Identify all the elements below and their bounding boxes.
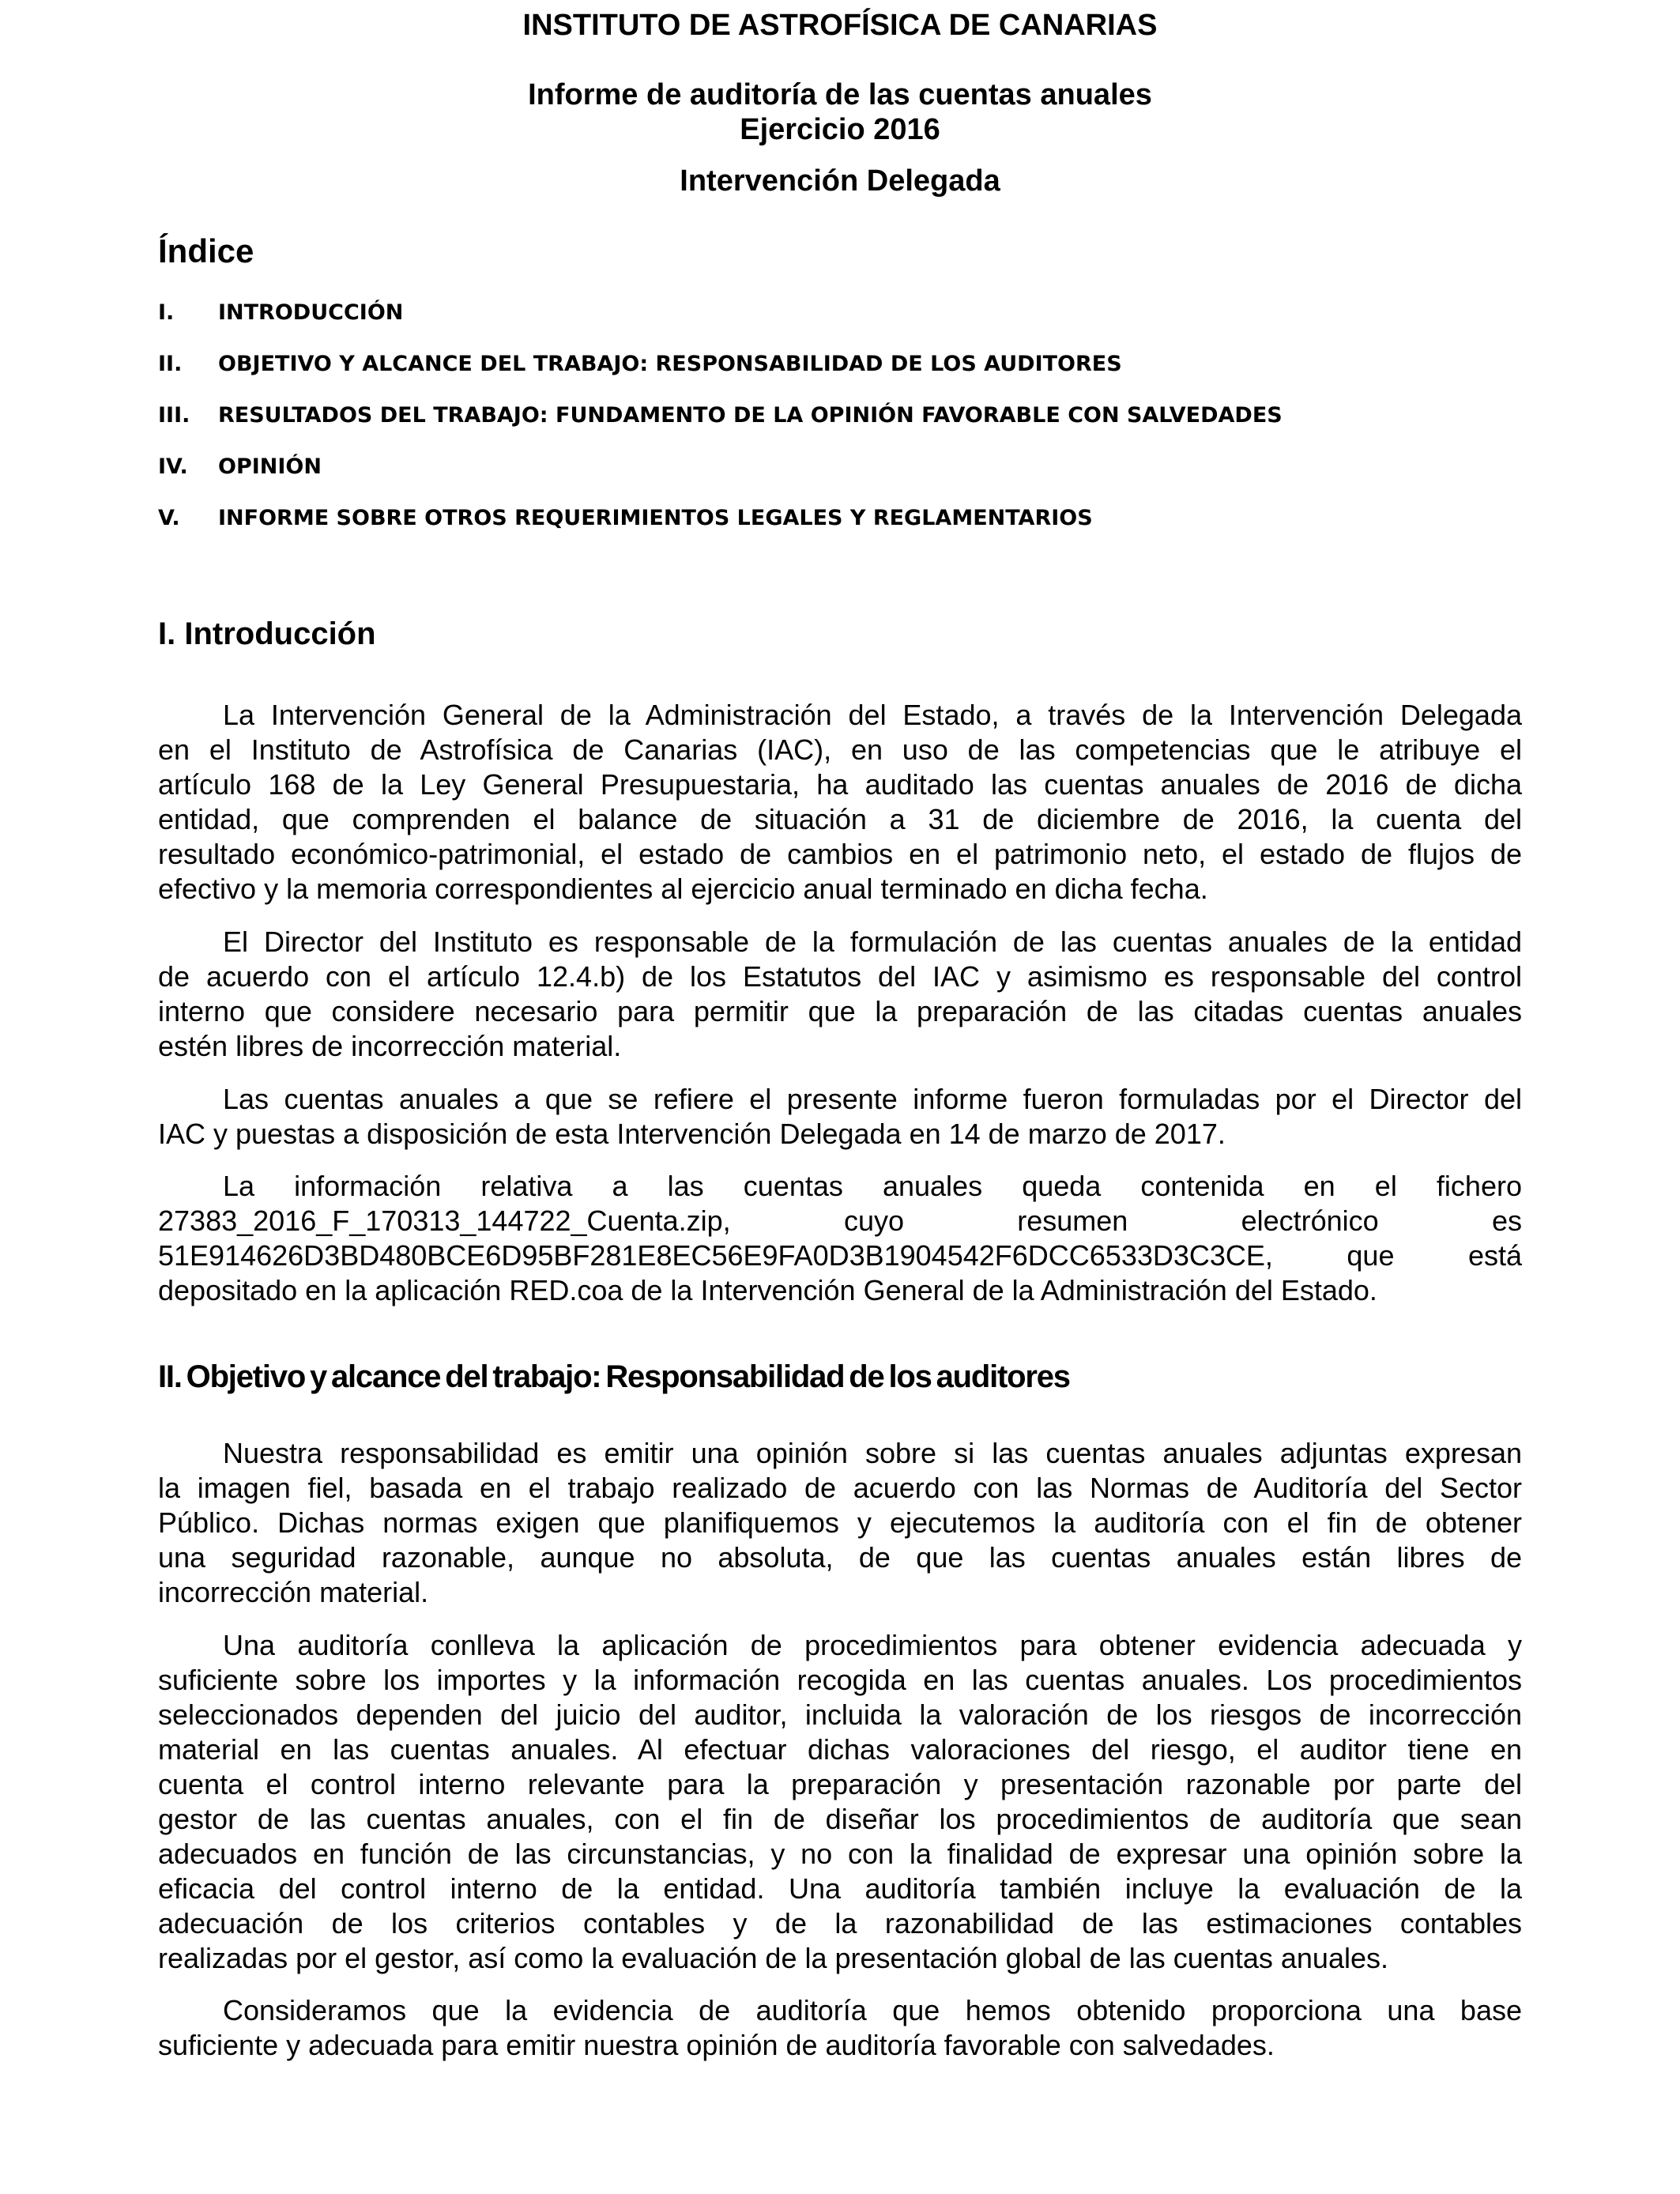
toc-item-label: INTRODUCCIÓN	[218, 300, 404, 325]
paragraph-line: incorrección material.	[158, 1576, 429, 1608]
paragraph	[158, 925, 1522, 1064]
paragraph-line: realizadas por el gestor, así como la evaluación de la presentación global de las cuentas anuales.	[158, 1942, 1388, 1974]
paragraph-line: estén libres de incorrección material.	[158, 1030, 622, 1062]
toc-item	[158, 453, 322, 481]
index-title: Índice	[158, 232, 254, 270]
paragraph-line: eficacia del control interno de la entidad. Una auditoría también incluye la evaluación de la	[158, 1872, 1522, 1905]
paragraph-line: de acuerdo con el artículo 12.4.b) de los Estatutos del IAC y asimismo es responsable del control	[158, 960, 1522, 993]
paragraph-line: Una auditoría conlleva la aplicación de procedimientos para obtener evidencia adecuada y	[223, 1629, 1522, 1661]
paragraph-line: gestor de las cuentas anuales, con el fin de diseñar los procedimientos de auditoría que sean	[158, 1803, 1522, 1835]
paragraph-line: seleccionados dependen del juicio del auditor, incluida la valoración de los riesgos de incorrección	[158, 1698, 1522, 1731]
paragraph-line: El Director del Instituto es responsable de la formulación de las cuentas anuales de la entidad	[223, 925, 1522, 958]
paragraph	[158, 1082, 1522, 1152]
paragraph-line: interno que considere necesario para permitir que la preparación de las citadas cuentas anuales	[158, 995, 1522, 1027]
toc-item	[158, 350, 1122, 379]
toc-item-label: OPINIÓN	[218, 454, 322, 479]
paragraph	[158, 1628, 1522, 1976]
paragraph-line: suficiente sobre los importes y la información recogida en las cuentas anuales. Los procedimientos	[158, 1664, 1522, 1696]
report-title: Informe de auditoría de las cuentas anuales	[528, 78, 1152, 111]
paragraph-line: resultado económico-patrimonial, el estado de cambios en el patrimonio neto, el estado de flujos de	[158, 838, 1522, 870]
paragraph-line: entidad, que comprenden el balance de situación a 31 de diciembre de 2016, la cuenta del	[158, 803, 1522, 835]
paragraph-line: Nuestra responsabilidad es emitir una opinión sobre si las cuentas anuales adjuntas expresan	[223, 1437, 1522, 1469]
paragraph-line: la imagen fiel, basada en el trabajo realizado de acuerdo con las Normas de Auditoría del Sector	[158, 1472, 1522, 1504]
paragraph-line: La información relativa a las cuentas anuales queda contenida en el fichero	[223, 1170, 1522, 1202]
institute-name: INSTITUTO DE ASTROFÍSICA DE CANARIAS	[522, 9, 1158, 42]
toc-item-label: RESULTADOS DEL TRABAJO: FUNDAMENTO DE LA OPINIÓN FAVORABLE CON SALVEDADES	[218, 403, 1283, 428]
paragraph-line: La Intervención General de la Administración del Estado, a través de la Intervención Delegada	[223, 699, 1522, 731]
paragraph-line: suficiente y adecuada para emitir nuestra opinión de auditoría favorable con salvedades.	[158, 2029, 1275, 2061]
toc-item-number: III.	[158, 403, 190, 428]
office-name: Intervención Delegada	[680, 164, 1000, 198]
section-heading-introduccion: I. Introducción	[158, 616, 376, 651]
toc-item	[158, 401, 1283, 430]
toc-item	[158, 299, 403, 327]
paragraph-line: en el Instituto de Astrofísica de Canarias (IAC), en uso de las competencias que le atribuye el	[158, 733, 1522, 766]
section-heading-objetivo: II. Objetivo y alcance del trabajo: Responsabilidad de los auditores	[158, 1359, 1070, 1394]
toc-item-number: IV.	[158, 454, 188, 479]
paragraph-line: Las cuentas anuales a que se refiere el presente informe fueron formuladas por el Director del	[223, 1083, 1522, 1115]
paragraph-line: cuenta el control interno relevante para la preparación y presentación razonable por parte del	[158, 1768, 1522, 1800]
toc-item-label: INFORME SOBRE OTROS REQUERIMIENTOS LEGALES Y REGLAMENTARIOS	[218, 506, 1093, 530]
toc-item-number: V.	[158, 506, 180, 530]
paragraph-line: Consideramos que la evidencia de auditoría que hemos obtenido proporciona una base	[223, 1994, 1522, 2026]
paragraph-line: 51E914626D3BD480BCE6D95BF281E8EC56E9FA0D3B1904542F6DCC6533D3C3CE, que está	[158, 1239, 1522, 1272]
paragraph-line: material en las cuentas anuales. Al efectuar dichas valoraciones del riesgo, el auditor tiene en	[158, 1733, 1522, 1766]
paragraph	[158, 1169, 1522, 1308]
paragraph-line: adecuados en función de las circunstancias, y no con la finalidad de expresar una opinión sobre la	[158, 1838, 1522, 1870]
paragraph-line: 27383_2016_F_170313_144722_Cuenta.zip, cuyo resumen electrónico es	[158, 1204, 1522, 1237]
paragraph-line: depositado en la aplicación RED.coa de la Intervención General de la Administración del Estado.	[158, 1274, 1377, 1306]
toc-item	[158, 504, 1093, 533]
fiscal-year: Ejercicio 2016	[740, 113, 940, 146]
paragraph-line: artículo 168 de la Ley General Presupuestaria, ha auditado las cuentas anuales de 2016 de dicha	[158, 768, 1522, 801]
paragraph-line: IAC y puestas a disposición de esta Intervención Delegada en 14 de marzo de 2017.	[158, 1118, 1226, 1150]
paragraph	[158, 1436, 1522, 1610]
toc-item-number: II.	[158, 352, 183, 376]
paragraph	[158, 1993, 1522, 2063]
paragraph	[158, 698, 1522, 907]
paragraph-line: efectivo y la memoria correspondientes al ejercicio anual terminado en dicha fecha.	[158, 873, 1208, 905]
toc-item-label: OBJETIVO Y ALCANCE DEL TRABAJO: RESPONSABILIDAD DE LOS AUDITORES	[218, 352, 1122, 376]
paragraph-line: una seguridad razonable, aunque no absoluta, de que las cuentas anuales están libres de	[158, 1541, 1522, 1574]
paragraph-line: Público. Dichas normas exigen que planifiquemos y ejecutemos la auditoría con el fin de obtener	[158, 1506, 1522, 1539]
toc-item-number: I.	[158, 300, 175, 325]
paragraph-line: adecuación de los criterios contables y de la razonabilidad de las estimaciones contables	[158, 1907, 1522, 1940]
